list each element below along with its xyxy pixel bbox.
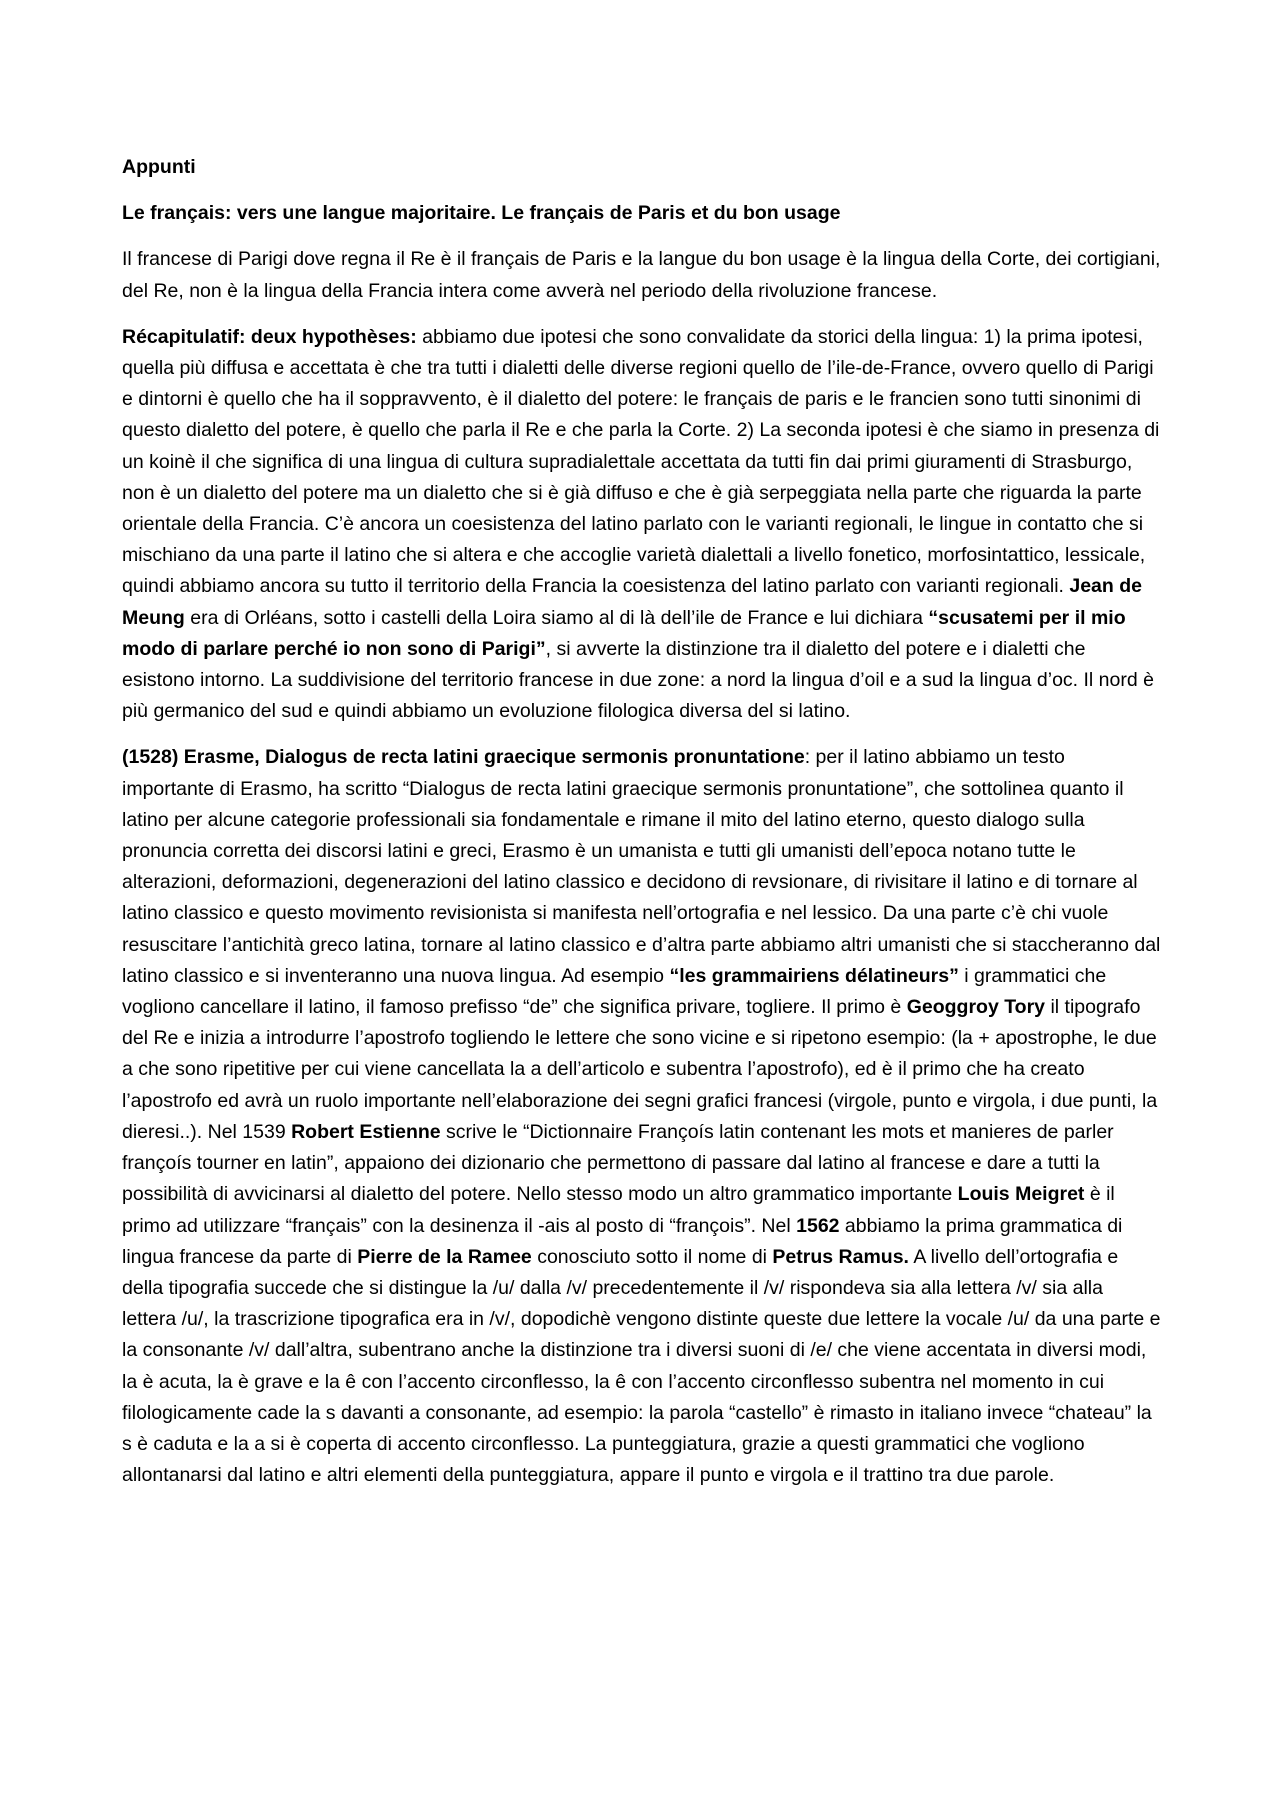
robert-estienne: Robert Estienne — [291, 1120, 441, 1143]
geoffroy-tory: Geoggroy Tory — [906, 996, 1046, 1019]
erasme-heading: (1528) Erasme, Dialogus de recta latini graecique sermonis pronuntatione — [122, 746, 805, 769]
meung-quote: “scusatemi per il mio modo di parlare perché io non sono di Parigi” — [122, 606, 1126, 660]
paragraph-intro-text: Il francese di Parigi dove regna il Re è il français de Paris e la langue du bon usage è la lingua della Corte, dei cortigiani, del Re, non è la lingua della Francia intera come avverà nel periodo della rivoluzione francese. — [122, 248, 1161, 302]
document-page — [122, 152, 1162, 1506]
hypotheses-text-2: era di Orléans, sotto i castelli della Loira siamo al di là dell’ile de France e lui dichiara — [184, 606, 929, 629]
erasme-text-5: è il primo ad utilizzare “français” con la desinenza il -ais al posto di “françois”. Nel — [122, 1183, 1115, 1237]
year-1562: 1562 — [796, 1214, 840, 1237]
hypotheses-heading: Récapitulatif: deux hypothèses: — [122, 325, 417, 348]
hypotheses-text-1: abbiamo due ipotesi che sono convalidate da storici della lingua: 1) la prima ipotesi, quella più diffusa e accettata è che tra tutti i dialetti delle diverse regioni quello de l’ile-de-France, ovvero quello di Parigi e dintorni è quello che ha il soppravvento, è il dialetto del potere: le français de paris e le francien sono tutti sinonimi di questo dialetto del potere, è quello che parla il Re e che parla la Corte. 2) La seconda ipotesi è che siamo in presenza di un koinè il che significa di una lingua di cultura supradialettale accettata da tutti fin dai primi giuramenti di Strasburgo, non è un dialetto del potere ma un dialetto che si è già diffuso e che è già serpeggiata nella parte che riguarda la parte orientale della Francia. C’è ancora un coesistenza del latino parlato con le varianti regionali, le lingue in contatto che si mischiano da una parte il latino che si altera e che accoglie varietà dialettali a livello fonetico, morfosintattico, lessicale, quindi abbiamo ancora su tutto il territorio della Francia la coesistenza del latino parlato con varianti regionali. — [122, 325, 1160, 598]
erasme-text-8: A livello dell’ortografia e della tipografia succede che si distingue la /u/ dalla /v/ precedentemente il /v/ rispondeva sia alla lettera /v/ sia alla lettera /u/, la trascrizione tipografica era in /v/, dopodichè vengono distinte queste due lettere la vocale /u/ da una parte e la consonante /v/ dall’altra, subentrano anche la distinzione tra i diversi suoni di /e/ che viene accentata in diversi modi, la è acuta, la è grave e la ê con l’accento circonflesso, la ê con l’accento circonflesso subentra nel momento in cui filologicamente cade la s davanti a consonante, ad esempio: la parola “castello” è rimasto in italiano invece “chateau” la s è caduta e la a si è coperta di accento circonflesso. La punteggiatura, grazie a questi grammatici che vogliono allontanarsi dal latino e altri elementi della punteggiatura, appare il punto e virgola e il trattino tra due parole. — [122, 1245, 1161, 1487]
document-title: Le français: vers une langue majoritaire. Le français de Paris et du bon usage — [122, 202, 841, 225]
paragraph-erasme — [122, 742, 1162, 1491]
erasme-text-2: i grammatici che vogliono cancellare il latino, il famoso prefisso “de” che significa privare, togliere. Il primo è — [122, 964, 1107, 1019]
petrus-ramus: Petrus Ramus. — [772, 1245, 909, 1268]
pierre-de-la-ramee: Pierre de la Ramee — [357, 1245, 532, 1268]
erasme-text-6: abbiamo la prima grammatica di lingua francese da parte di — [122, 1214, 1123, 1268]
erasme-text-3: il tipografo del Re e inizia a introdurre l’apostrofo togliendo le lettere che sono vicine e si ripetono esempio: (la + apostrophe, le due a che sono ripetitive per cui viene cancellata la a dell’articolo e subentra l’apostrofo), ed è il primo che ha creato l’apostrofo ed avrà un ruolo importante nell’elaborazione dei segni grafici francesi (virgole, punto e virgola, i due punti, la dieresi..). Nel 1539 — [122, 996, 1158, 1143]
notes-label: Appunti — [122, 156, 196, 178]
jean-de-meung: Jean de Meung — [122, 575, 1142, 629]
paragraph-hypotheses — [122, 322, 1162, 728]
hypotheses-text-3: , si avverte la distinzione tra il dialetto del potere e i dialetti che esistono intorno. La suddivisione del territorio francese in due zone: a nord la lingua d’oil e a sud la lingua d’oc. Il nord è più germanico del sud e quindi abbiamo un evoluzione filologica diversa del si latino. — [122, 637, 1154, 723]
grammairiens-delatineurs: “les grammairiens délatineurs” — [669, 964, 959, 987]
erasme-text-4: scrive le “Dictionnaire Françoís latin contenant les mots et manieres de parler françoís tourner en latin”, appaiono dei dizionario che permettono di passare dal latino al francese e dare a tutti la possibilità di avvicinarsi al dialetto del potere. Nello stesso modo un altro grammatico importante — [122, 1120, 1114, 1206]
louis-meigret: Louis Meigret — [957, 1183, 1085, 1206]
erasme-text-1: : per il latino abbiamo un testo importante di Erasmo, ha scritto “Dialogus de recta latini graecique sermonis pronuntatione”, che sottolinea quanto il latino per alcune categorie professionali sia fondamentale e rimane il mito del latino eterno, questo dialogo sulla pronuncia corretta dei discorsi latini e greci, Erasmo è un umanista e tutti gli umanisti dell’epoca notano tutte le alterazioni, deformazioni, degenerazioni del latino classico e decidono di revsionare, di rivisitare il latino e di tornare al latino classico e questo movimento revisionista si manifesta nell’ortografia e nel lessico. Da una parte c’è chi vuole resuscitare l’antichità greco latina, tornare al latino classico e d’altra parte abbiamo altri umanisti che si staccheranno dal latino classico e si inventeranno una nuova lingua. Ad esempio — [122, 746, 1161, 987]
erasme-text-7: conosciuto sotto il nome di — [531, 1245, 773, 1268]
paragraph-intro — [122, 244, 1162, 306]
